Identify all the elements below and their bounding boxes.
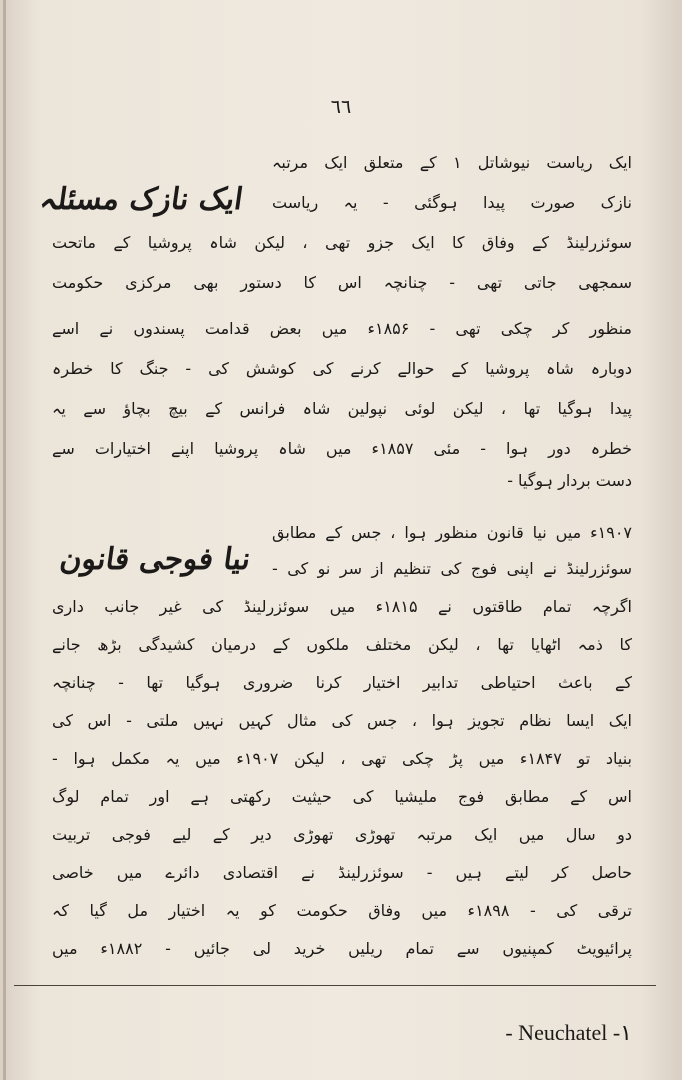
paragraph-line: پرائیویٹ کمپنیوں سے تمام ریلیں خرید لی جائیں - ۱۸۸۲ء میں [52, 939, 632, 958]
paragraph-line: پیدا ہوگیا تھا ، لیکن لوئی نپولین شاہ فرانس کے بیچ بچاؤ سے یہ [52, 399, 632, 418]
paragraph-line: اگرچہ تمام طاقتوں نے ۱۸۱۵ء میں سوئزرلینڈ کی غیر جانب داری [52, 597, 632, 616]
paragraph-line: دوبارہ شاہ پروشیا کے حوالے کرنے کی کوشش کی - جنگ کا خطرہ [52, 359, 632, 378]
paragraph-line: کے باعث احتیاطی تدابیر اختیار کرنا ضروری ہوگیا تھا - چنانچہ [52, 673, 632, 692]
paragraph-line: سوئزرلینڈ نے اپنی فوج کی تنظیم از سر نو کی - [272, 559, 632, 578]
footnote: - Neuchatel -۱ [505, 1020, 632, 1045]
paragraph-line: سوئزرلینڈ کے وفاق کا ایک جزو تھی ، لیکن شاہ پروشیا کے ماتحت [52, 233, 632, 252]
paragraph-line: سمجھی جاتی تھی - چنانچہ اس کا دستور بھی مرکزی حکومت [52, 273, 632, 292]
paragraph-line: بنیاد تو ۱۸۴۷ء میں پڑ چکی تھی ، لیکن ۱۹۰۷ء میں یہ مکمل ہوا - [52, 749, 632, 768]
paragraph-line: اس کے مطابق فوج ملیشیا کی حیثیت رکھتی ہے اور تمام لوگ [52, 787, 632, 806]
page-number: ٦٦ [330, 96, 352, 118]
page-gutter-edge [3, 0, 6, 1080]
footnote-divider [14, 985, 656, 986]
paragraph-line: خطرہ دور ہوا - مئی ۱۸۵۷ء میں شاہ پروشیا اپنے اختیارات سے [52, 439, 632, 458]
paragraph-line: دو سال میں ایک مرتبہ تھوڑی تھوڑی دیر کے لیے فوجی تربیت [52, 825, 632, 844]
paragraph-line: حاصل کر لیتے ہیں - سوئزرلینڈ نے اقتصادی دائرے میں خاصی [52, 863, 632, 882]
paragraph-line: نازک صورت پیدا ہوگئی - یہ ریاست [272, 193, 632, 212]
paragraph-line: کا ذمہ اٹھایا تھا ، لیکن مختلف ملکوں کے درمیان کشیدگی بڑھ جانے [52, 635, 632, 654]
paragraph-line: منظور کر چکی تھی - ۱۸۵۶ء میں بعض قدامت پسندوں نے اسے [52, 319, 632, 338]
paragraph-line: ۱۹۰۷ء میں نیا قانون منظور ہوا ، جس کے مطابق [272, 523, 632, 542]
paragraph-line: ترقی کی - ۱۸۹۸ء میں وفاق حکومت کو یہ اختیار مل گیا کہ [52, 901, 632, 920]
section-heading-delicate-issue: ایک نازک مسئلہ [37, 182, 246, 217]
paragraph-line: ایک ایسا نظام تجویز ہوا ، جس کی مثال کہیں نہیں ملتی - اس کی [52, 711, 632, 730]
paragraph-line: ایک ریاست نیوشاتل ۱ کے متعلق ایک مرتبہ [272, 153, 632, 172]
section-heading-new-military-law: نیا فوجی قانون [57, 542, 253, 577]
paragraph-line: دست بردار ہوگیا - [507, 471, 632, 490]
